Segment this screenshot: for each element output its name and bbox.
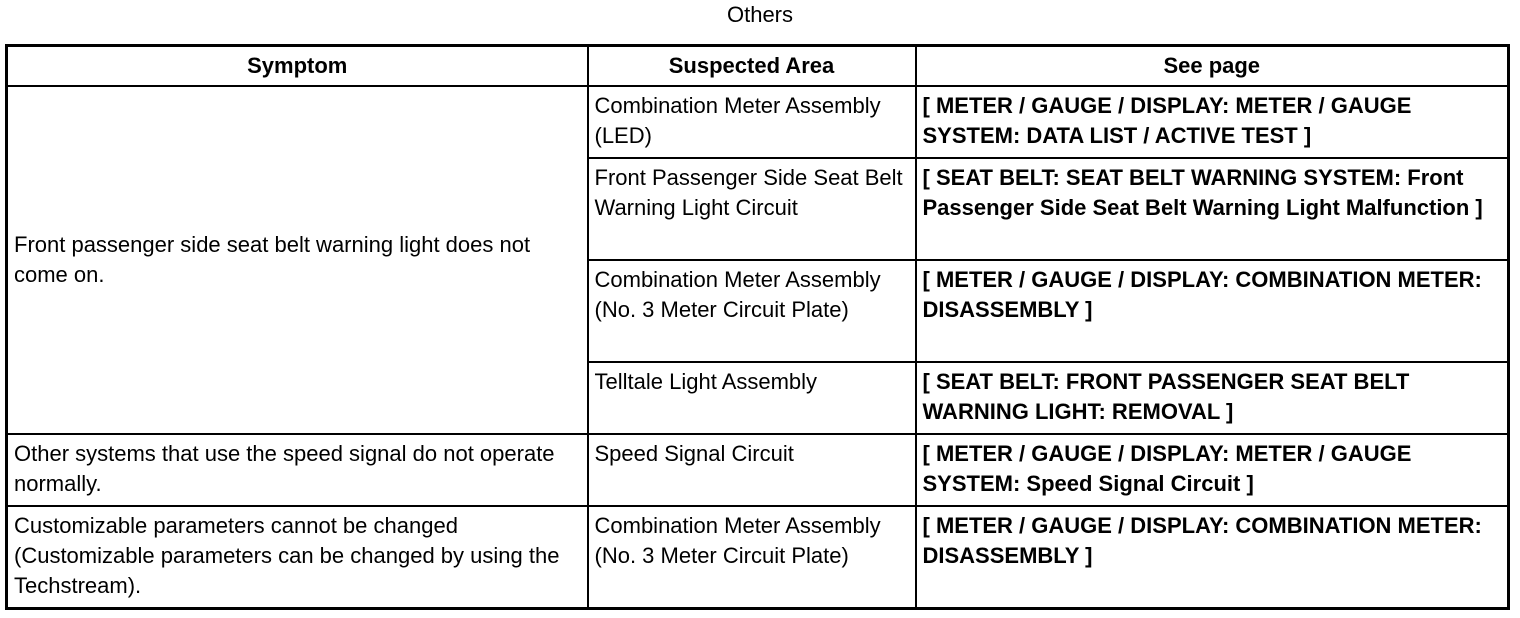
column-header-see-page: See page bbox=[916, 46, 1509, 87]
suspected-area-cell: Speed Signal Circuit bbox=[588, 434, 916, 506]
suspected-area-cell: Combination Meter Assembly (No. 3 Meter Circuit Plate) bbox=[588, 506, 916, 608]
column-header-symptom: Symptom bbox=[7, 46, 588, 87]
table-caption: Others bbox=[726, 2, 794, 27]
see-page-link[interactable]: [ METER / GAUGE / DISPLAY: COMBINATION METER: DISASSEMBLY ] bbox=[916, 506, 1509, 608]
suspected-area-cell: Combination Meter Assembly (No. 3 Meter Circuit Plate) bbox=[588, 260, 916, 362]
see-page-link[interactable]: [ METER / GAUGE / DISPLAY: METER / GAUGE SYSTEM: DATA LIST / ACTIVE TEST ] bbox=[916, 86, 1509, 158]
table-header-row bbox=[7, 46, 1509, 87]
table-row bbox=[7, 506, 1509, 608]
symptom-cell: Other systems that use the speed signal do not operate normally. bbox=[7, 434, 588, 506]
see-page-link[interactable]: [ METER / GAUGE / DISPLAY: METER / GAUGE SYSTEM: Speed Signal Circuit ] bbox=[916, 434, 1509, 506]
table-row bbox=[7, 434, 1509, 506]
symptom-cell: Front passenger side seat belt warning light does not come on. bbox=[7, 86, 588, 434]
symptom-cell: Customizable parameters cannot be changed (Customizable parameters can be changed by using the Techstream). bbox=[7, 506, 588, 608]
suspected-area-cell: Combination Meter Assembly (LED) bbox=[588, 86, 916, 158]
suspected-area-cell: Telltale Light Assembly bbox=[588, 362, 916, 434]
suspected-area-cell: Front Passenger Side Seat Belt Warning Light Circuit bbox=[588, 158, 916, 260]
column-header-suspected-area: Suspected Area bbox=[588, 46, 916, 87]
see-page-link[interactable]: [ SEAT BELT: FRONT PASSENGER SEAT BELT WARNING LIGHT: REMOVAL ] bbox=[916, 362, 1509, 434]
table-row bbox=[7, 86, 1509, 158]
see-page-link[interactable]: [ SEAT BELT: SEAT BELT WARNING SYSTEM: Front Passenger Side Seat Belt Warning Light Malfunction ] bbox=[916, 158, 1509, 260]
problem-symptoms-table bbox=[5, 44, 1510, 610]
see-page-link[interactable]: [ METER / GAUGE / DISPLAY: COMBINATION METER: DISASSEMBLY ] bbox=[916, 260, 1509, 362]
